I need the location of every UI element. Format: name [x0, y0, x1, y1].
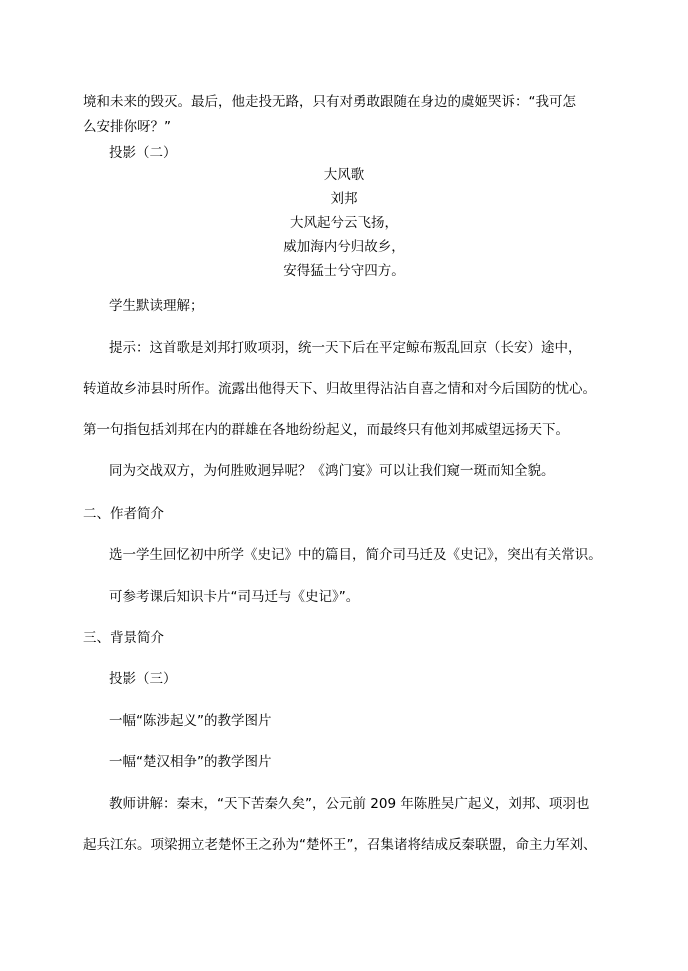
paragraph-line: 选一学生回忆初中所学《史记》中的篇目，简介司马迁及《史记》，突出有关常识。: [109, 547, 602, 563]
paragraph-line: 转道故乡沛县时所作。流露出他得天下、归故里得沾沾自喜之情和对今后国防的忧心。: [83, 381, 596, 397]
paragraph-line: 么安排你呀？”: [83, 119, 171, 135]
poem-title: 大风歌: [323, 167, 365, 183]
paragraph-line: 学生默读理解；: [109, 298, 204, 314]
paragraph-line: 一幅“楚汉相争”的教学图片: [109, 754, 272, 770]
paragraph-line: 教师讲解：秦末，“天下苦秦久矣”，公元前 209 年陈胜吴广起义，刘邦、项羽也: [109, 796, 590, 812]
poem-author: 刘邦: [330, 191, 358, 207]
paragraph-line: 可参考课后知识卡片“司马迁与《史记》”。: [109, 589, 360, 605]
paragraph-line: 一幅“陈涉起义”的教学图片: [109, 713, 272, 729]
poem-verse: 大风起兮云飞扬，: [290, 215, 398, 231]
section-heading-background: 三、背景简介: [83, 630, 164, 646]
section-heading-author: 二、作者简介: [83, 506, 164, 522]
paragraph-line: 提示：这首歌是刘邦打败项羽，统一天下后在平定鲸布叛乱回京（长安）途中，: [109, 340, 582, 356]
paragraph-line: 同为交战双方，为何胜败迥异呢？《鸿门宴》可以让我们窥一斑而知全貌。: [109, 463, 555, 479]
projection-label: 投影（三）: [109, 671, 177, 687]
paragraph-line: 起兵江东。项梁拥立老楚怀王之孙为“楚怀王”，召集诸将结成反秦联盟，命主力军刘、: [83, 837, 597, 853]
paragraph-line: 境和未来的毁灭。最后，他走投无路，只有对勇敢跟随在身边的虞姬哭诉：“我可怎: [83, 94, 576, 110]
paragraph-line: 第一句指包括刘邦在内的群雄在各地纷纷起义，而最终只有他刘邦威望远扬天下。: [83, 422, 569, 438]
projection-label: 投影（二）: [109, 145, 177, 161]
poem-verse: 威加海内兮归故乡，: [283, 239, 405, 255]
poem-verse: 安得猛士兮守四方。: [283, 263, 405, 279]
